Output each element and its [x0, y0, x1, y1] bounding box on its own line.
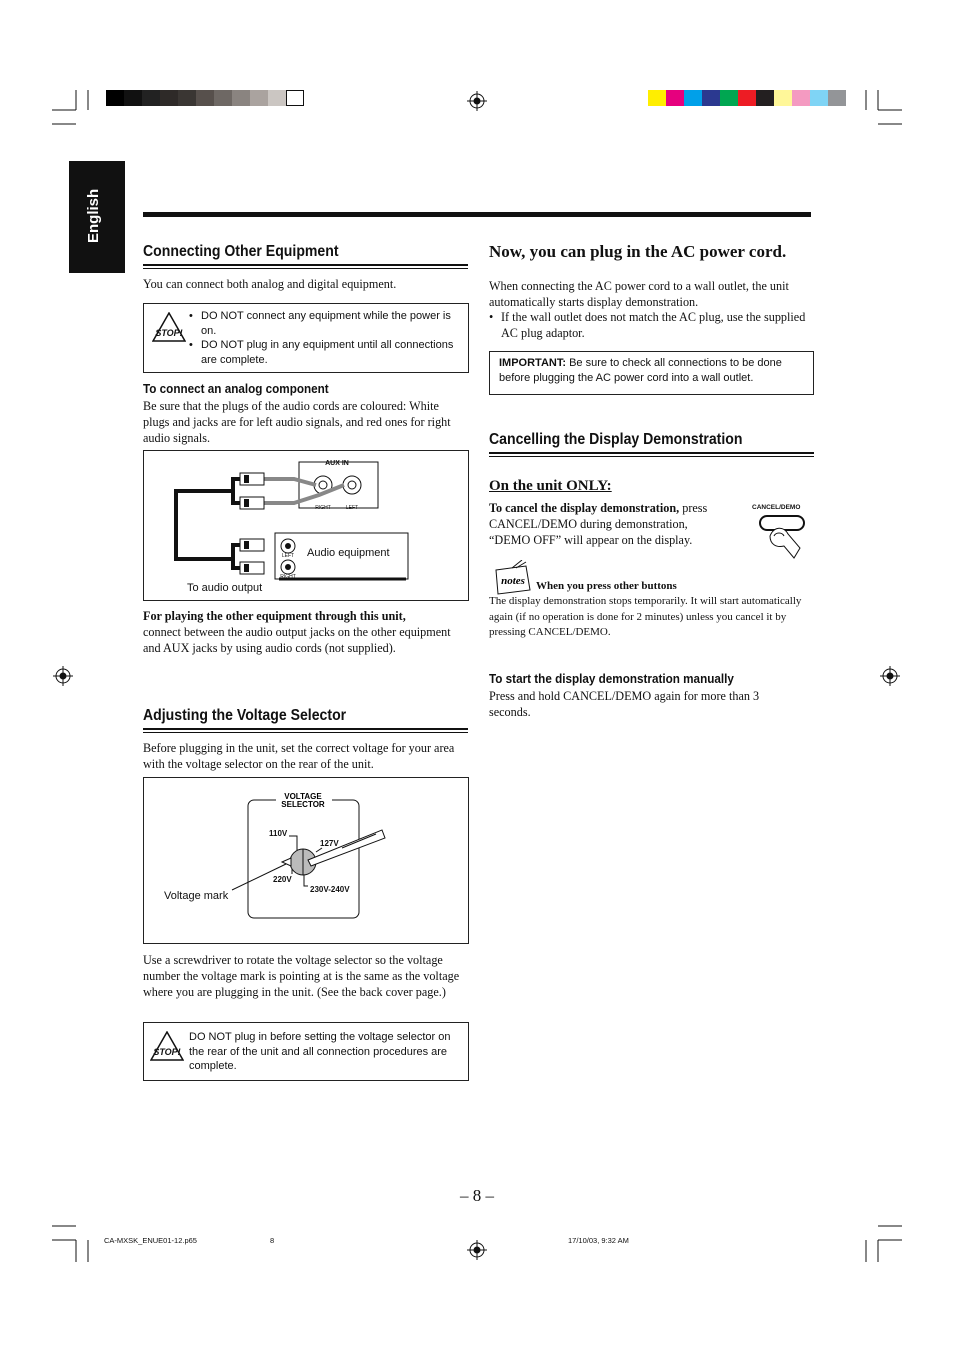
svg-text:RIGHT: RIGHT — [315, 505, 331, 511]
playing-text: connect between the audio output jacks on the other equipment and AUX jacks by using audio cords (not supplied). — [143, 625, 451, 655]
language-side-tab — [69, 161, 125, 273]
notes-title: When you press other buttons — [536, 580, 677, 592]
analog-subheading: To connect an analog component — [143, 381, 329, 396]
important-label: IMPORTANT: — [499, 357, 567, 369]
heading-rule — [489, 452, 814, 457]
svg-text:127V: 127V — [320, 839, 339, 848]
registration-mark-right — [880, 666, 900, 686]
notes-icon — [492, 560, 534, 596]
footer-date: 17/10/03, 9:32 AM — [568, 1236, 629, 1245]
ac-heading: Now, you can plug in the AC power cord. — [489, 242, 787, 261]
manual-subheading: To start the display demonstration manually — [489, 671, 734, 686]
voltage-instructions: Use a screwdriver to rotate the voltage selector so the voltage number the voltage mark is pointing at is the same as the voltage where you are plugging in the unit. (See the back cover page.) — [143, 953, 460, 999]
svg-text:STOP!: STOP! — [155, 328, 183, 338]
registration-mark-bottom — [467, 1240, 487, 1260]
cancel-paragraph — [489, 500, 729, 548]
notes-text: The display demonstration stops temporarily. It will start automatically again (if no operation is done for 2 minutes) unless you cancel it by pressing CANCEL/DEMO. — [489, 595, 802, 638]
voltage-mark-label: Voltage mark — [164, 890, 229, 902]
svg-text:SELECTOR: SELECTOR — [281, 800, 325, 809]
connecting-intro: You can connect both analog and digital equipment. — [143, 277, 397, 291]
connecting-heading: Connecting Other Equipment — [143, 243, 339, 260]
audio-equipment-label: Audio equipment — [307, 547, 390, 559]
svg-text:RIGHT: RIGHT — [280, 574, 296, 580]
cancel-demo-label: CANCEL/DEMO — [752, 504, 801, 511]
registration-mark-left — [53, 666, 73, 686]
heading-rule — [143, 728, 468, 733]
playing-bold: For playing the other equipment through this unit, — [143, 609, 406, 623]
svg-text:110V: 110V — [269, 829, 288, 838]
cancel-text: press CANCEL/DEMO during demonstration, “DEMO OFF” will appear on the display. — [489, 501, 708, 547]
warning-item: • DO NOT plug in any equipment until all connections are complete. — [189, 338, 461, 367]
footer-filename: CA-MXSK_ENUE01-12.p65 — [104, 1236, 197, 1245]
voltage-heading: Adjusting the Voltage Selector — [143, 707, 347, 724]
cancel-demo-button-icon — [744, 512, 814, 562]
stop-warning-icon — [150, 1031, 184, 1061]
ac-bullet: • If the wall outlet does not match the AC plug, use the supplied AC plug adaptor. — [489, 309, 811, 341]
svg-text:220V: 220V — [273, 875, 292, 884]
svg-text:230V-240V: 230V-240V — [310, 885, 350, 894]
page-number: – 8 – — [460, 1186, 494, 1205]
voltage-warning-text: DO NOT plug in before setting the voltage selector on the rear of the unit and all connection procedures are complete. — [189, 1031, 451, 1072]
on-unit-only-subheading: On the unit ONLY: — [489, 478, 612, 494]
registration-mark-top — [467, 91, 487, 111]
language-tab-label: English — [85, 188, 102, 243]
voltage-diagram — [143, 777, 469, 944]
analog-text: Be sure that the plugs of the audio cords are coloured: White plugs and jacks are for left audio signals, and red ones for right audio signals. — [143, 399, 451, 445]
top-rule — [143, 212, 811, 217]
voltage-warning-box — [143, 1022, 469, 1081]
svg-text:VOLTAGE: VOLTAGE — [284, 792, 322, 801]
svg-text:LEFT: LEFT — [281, 553, 295, 559]
connection-diagram-illustration — [144, 451, 468, 600]
svg-text:STOP!: STOP! — [153, 1047, 181, 1057]
connection-diagram — [143, 450, 469, 601]
cancel-heading: Cancelling the Display Demonstration — [489, 431, 743, 448]
voltage-intro: Before plugging in the unit, set the correct voltage for your area with the voltage selector on the rear of the unit. — [143, 741, 455, 771]
svg-text:AUX IN: AUX IN — [325, 460, 349, 467]
manual-text: Press and hold CANCEL/DEMO again for more than 3 seconds. — [489, 689, 760, 719]
footer-page: 8 — [270, 1236, 275, 1245]
svg-text:LEFT: LEFT — [345, 505, 359, 511]
svg-text:notes: notes — [501, 575, 525, 587]
playing-paragraph — [143, 608, 468, 656]
ac-text: When connecting the AC power cord to a wall outlet, the unit automatically starts display demonstration. — [489, 279, 789, 309]
important-text: Be sure to check all connections to be done before plugging the AC power cord into a wall outlet. — [499, 357, 782, 384]
voltage-selector-illustration — [144, 778, 468, 943]
cancel-demo-illustration — [744, 502, 814, 562]
to-audio-output-label: To audio output — [187, 582, 263, 594]
stop-warning-icon — [152, 312, 186, 342]
warning-item: • DO NOT connect any equipment while the power is on. — [189, 309, 461, 338]
important-box — [489, 351, 814, 395]
heading-rule — [143, 264, 468, 269]
warning-box — [143, 303, 469, 373]
cancel-bold: To cancel the display demonstration, — [489, 501, 680, 515]
